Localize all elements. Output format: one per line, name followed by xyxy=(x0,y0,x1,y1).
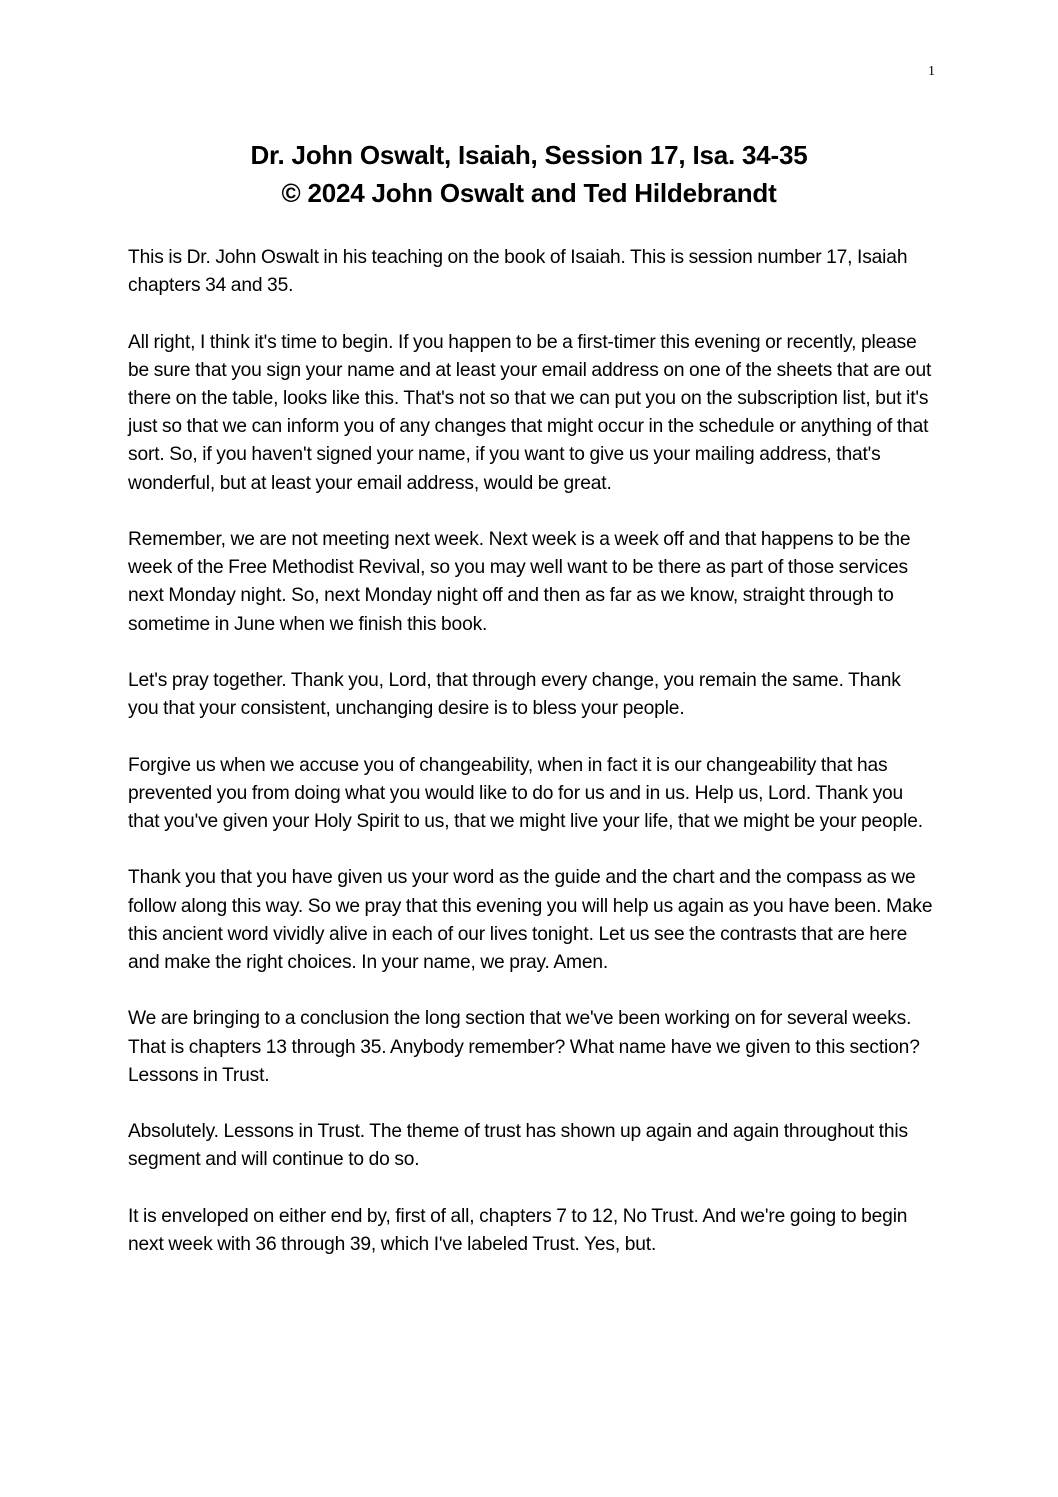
document-title xyxy=(110,136,948,212)
title-line-1: Dr. John Oswalt, Isaiah, Session 17, Isa. 34-35 xyxy=(250,140,808,170)
page-number: 1 xyxy=(928,64,935,79)
paragraph: Forgive us when we accuse you of changeability, when in fact it is our changeability that has prevented you from doing what you would like to do for us and in us. Help us, Lord. Thank you that you've given your Holy Spirit to us, that we might live your life, that we might be your people. xyxy=(128,754,923,832)
paragraph: We are bringing to a conclusion the long section that we've been working on for several weeks. That is chapters 13 through 35. Anybody remember? What name have we given to this section? Lessons in Trust. xyxy=(128,1008,920,1086)
paragraph: Remember, we are not meeting next week. Next week is a week off and that happens to be the week of the Free Methodist Revival, so you may well want to be there as part of those services next Monday night. So, next Monday night off and then as far as we know, straight through to sometime in June when we finish this book. xyxy=(128,529,911,635)
paragraph: This is Dr. John Oswalt in his teaching on the book of Isaiah. This is session number 17, Isaiah chapters 34 and 35. xyxy=(128,247,908,297)
paragraph: It is enveloped on either end by, first of all, chapters 7 to 12, No Trust. And we're going to begin next week with 36 through 39, which I've labeled Trust. Yes, but. xyxy=(128,1205,908,1255)
title-line-2: © 2024 John Oswalt and Ted Hildebrandt xyxy=(281,178,777,208)
document-body xyxy=(128,244,933,1259)
paragraph: Thank you that you have given us your word as the guide and the chart and the compass as we follow along this way. So we pray that this evening you will help us again as you have been. Make this ancient word vividly alive in each of our lives tonight. Let us see the contrasts that are here and make the right choices. In your name, we pray. Amen. xyxy=(128,867,933,973)
paragraph: Absolutely. Lessons in Trust. The theme of trust has shown up again and again throughout this segment and will continue to do so. xyxy=(128,1121,908,1171)
paragraph: All right, I think it's time to begin. If you happen to be a first-timer this evening or recently, please be sure that you sign your name and at least your email address on one of the sheets that are out there on the table, looks like this. That's not so that we can put you on the subscription list, but it's just so that we can inform you of any changes that might occur in the schedule or anything of that sort. So, if you haven't signed your name, if you want to give us your mailing address, that's wonderful, but at least your email address, would be great. xyxy=(128,331,932,494)
paragraph: Let's pray together. Thank you, Lord, that through every change, you remain the same. Thank you that your consistent, unchanging desire is to bless your people. xyxy=(128,670,901,720)
